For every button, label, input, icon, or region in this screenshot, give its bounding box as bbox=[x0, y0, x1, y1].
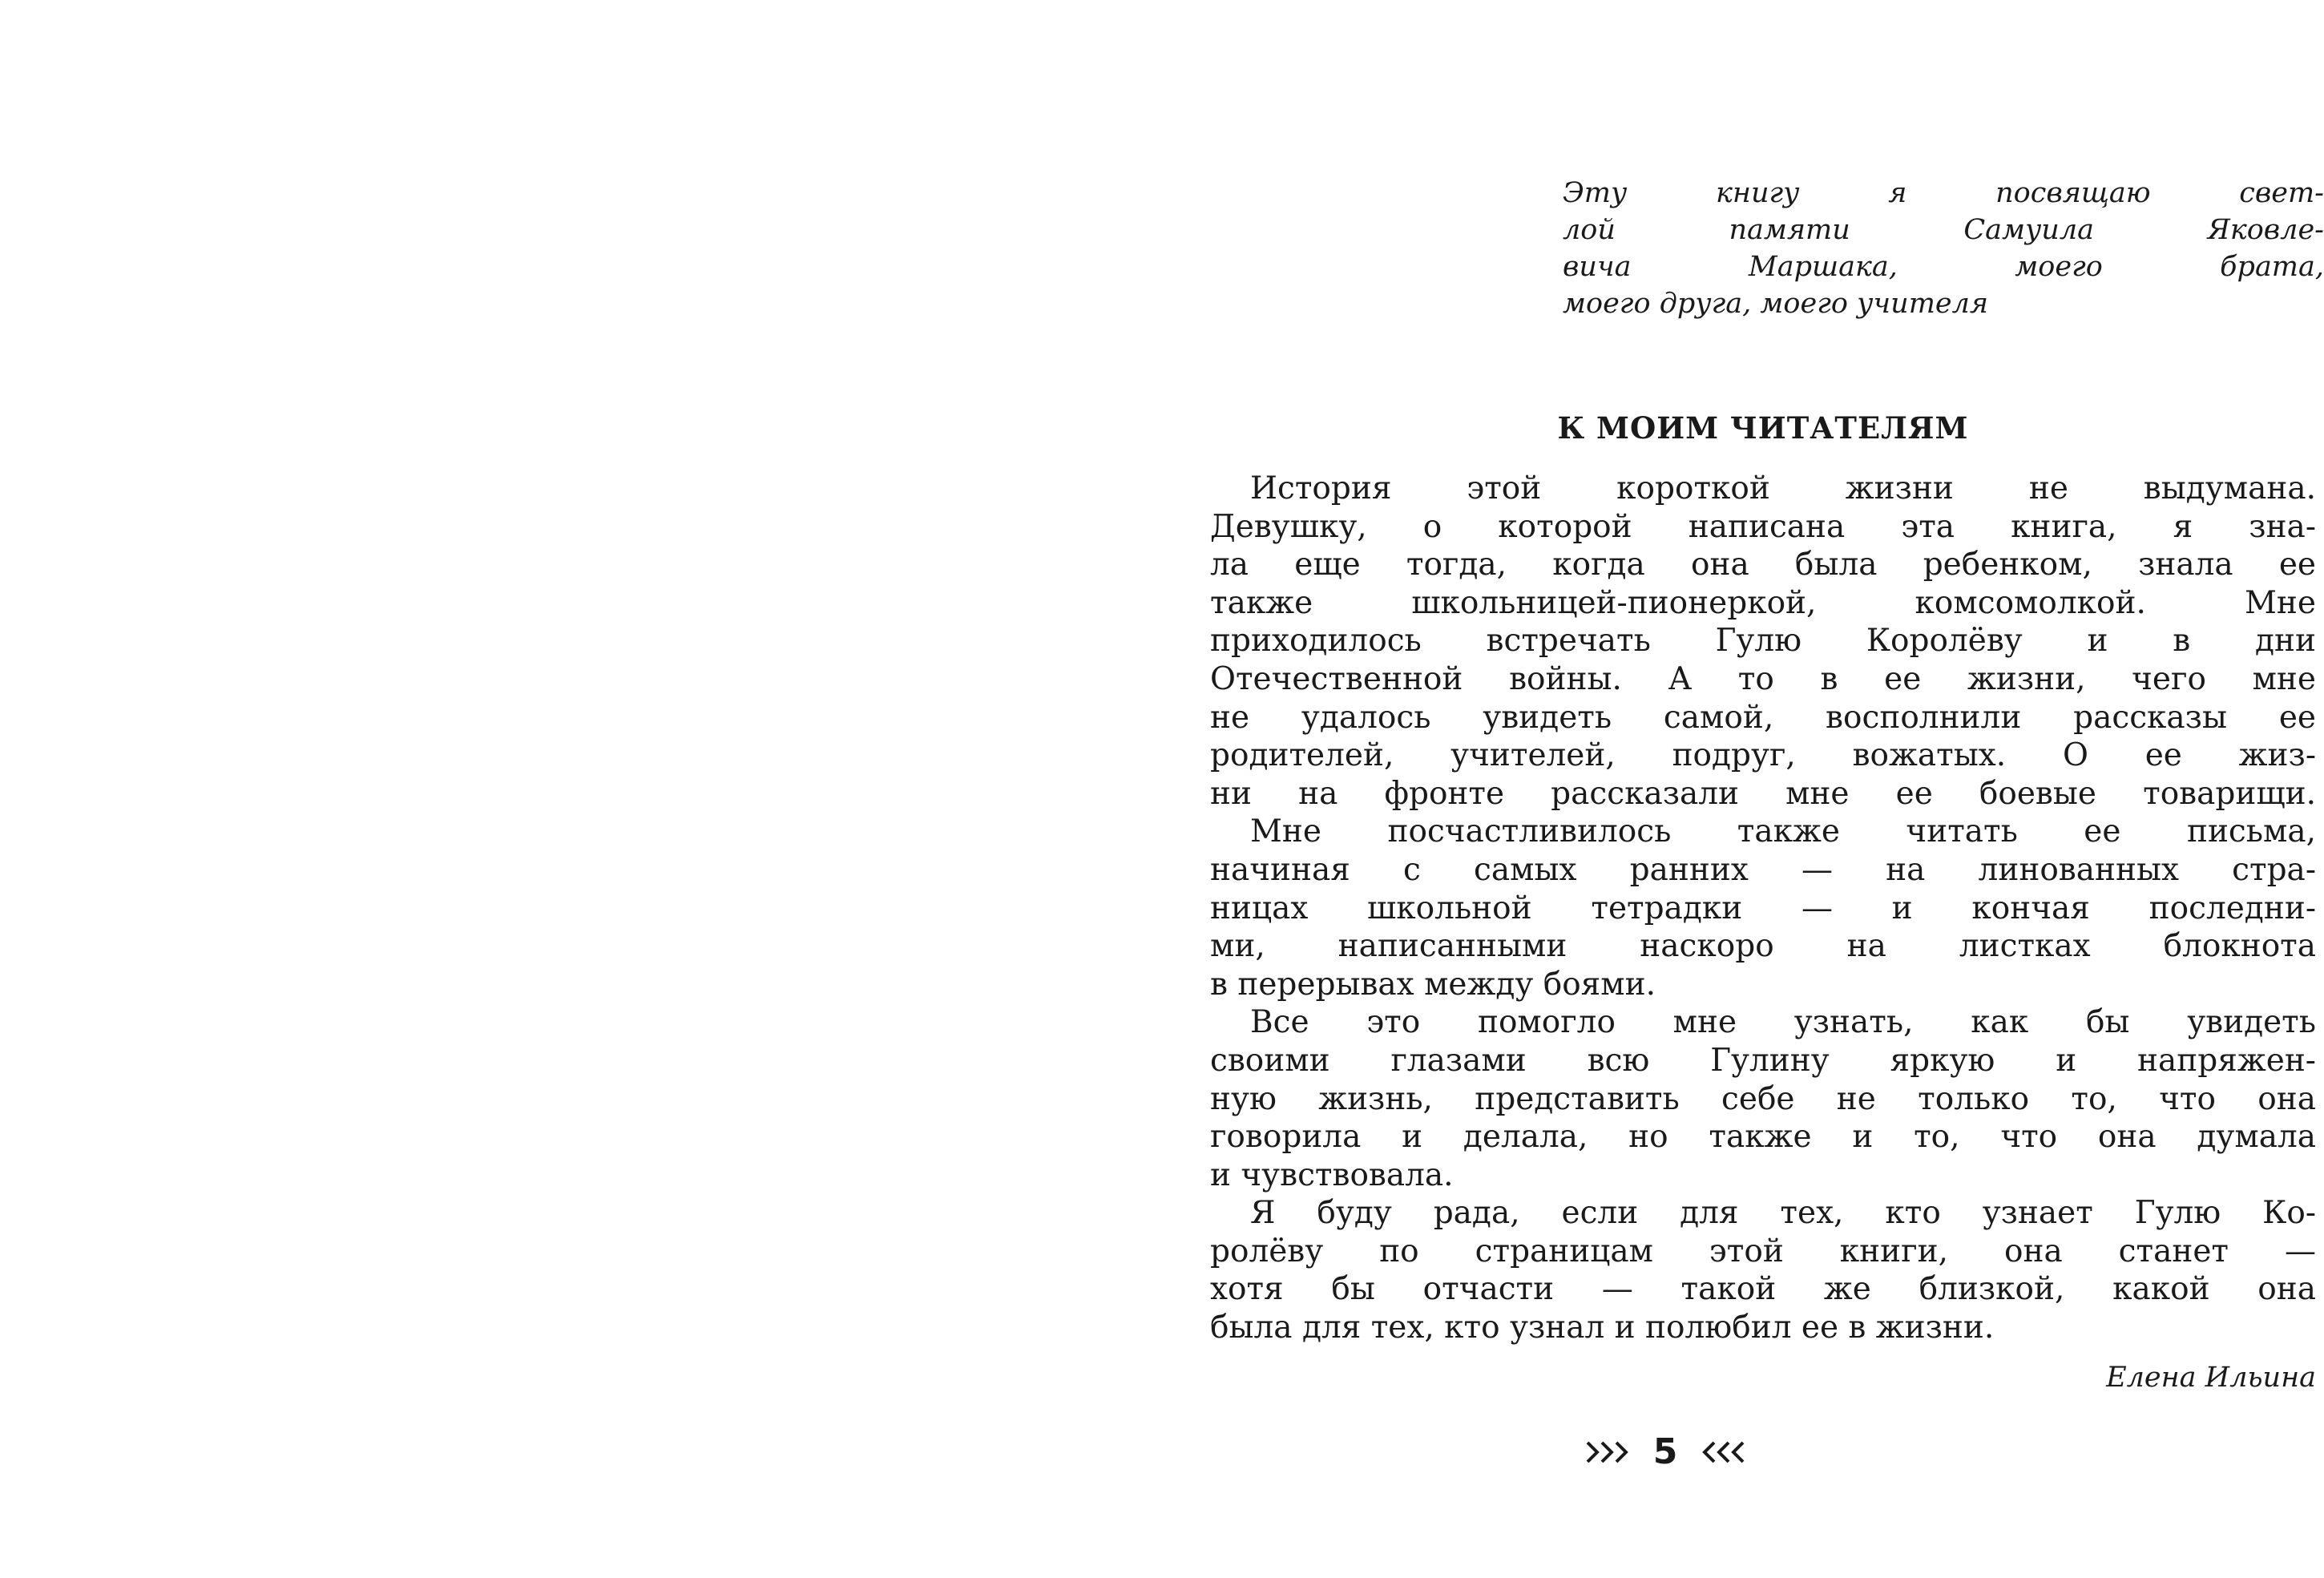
body-line: История этой короткой жизни не выдумана. bbox=[1250, 470, 2316, 506]
body-line: родителей, учителей, подруг, вожатых. О ее жиз- bbox=[1210, 737, 2316, 774]
page-folio bbox=[1537, 1428, 1793, 1476]
left-page-blank bbox=[0, 0, 1088, 1578]
body-line: ни на фронте рассказали мне ее боевые товарищи. bbox=[1210, 775, 2316, 812]
body-line: Все это помогло мне узнать, как бы увидеть bbox=[1250, 1004, 2316, 1041]
dedication-line: лой памяти Самуила Яковле- bbox=[1563, 214, 2324, 246]
dedication-line: вича Маршака, моего брата, bbox=[1563, 251, 2324, 283]
body-line: своими глазами всю Гулину яркую и напряжен- bbox=[1210, 1042, 2316, 1079]
body-line: начиная с самых ранних — на линованных стра- bbox=[1210, 851, 2316, 888]
body-line: в перерывах между боями. bbox=[1210, 966, 1656, 1003]
page-number: 5 bbox=[1652, 1431, 1678, 1472]
triple-chevron-left-icon bbox=[1695, 1439, 1745, 1466]
author-signature: Елена Ильина bbox=[2106, 1362, 2316, 1394]
body-line: Мне посчастливилось также читать ее письма, bbox=[1250, 813, 2316, 850]
dedication-line: моего друга, моего учителя bbox=[1563, 288, 1989, 320]
dedication-line: Эту книгу я посвящаю свет- bbox=[1563, 177, 2324, 209]
body-line: ницах школьной тетрадки — и кончая последни- bbox=[1210, 890, 2316, 926]
body-line: Я буду рада, если для тех, кто узнает Гулю Ко- bbox=[1250, 1195, 2316, 1232]
body-line: не удалось увидеть самой, восполнили рассказы ее bbox=[1210, 699, 2316, 736]
body-line: ми, написанными наскоро на листках блокнота bbox=[1210, 928, 2316, 965]
body-text bbox=[1210, 470, 2316, 1347]
body-line: Отечественной войны. А то в ее жизни, чего мне bbox=[1210, 660, 2316, 697]
triple-chevron-right-icon bbox=[1586, 1439, 1636, 1466]
body-line: Девушку, о которой написана эта книга, я зна- bbox=[1210, 508, 2316, 545]
body-line: говорила и делала, но также и то, что она думала bbox=[1210, 1119, 2316, 1156]
body-line: была для тех, кто узнал и полюбил ее в жизни. bbox=[1210, 1310, 1995, 1346]
body-line: и чувствовала. bbox=[1210, 1156, 1454, 1193]
body-line: ролёву по страницам этой книги, она станет — bbox=[1210, 1233, 2316, 1269]
body-line: ную жизнь, представить себе не только то, что она bbox=[1210, 1080, 2316, 1117]
body-line: хотя бы отчасти — такой же близкой, какой она bbox=[1210, 1271, 2316, 1308]
dedication-epigraph bbox=[1563, 175, 2324, 322]
body-line: также школьницей-пионеркой, комсомолкой. Мне bbox=[1210, 584, 2316, 621]
right-page bbox=[1088, 0, 2324, 1578]
section-title: К МОИМ ЧИТАТЕЛЯМ bbox=[1557, 410, 1969, 446]
body-line: ла еще тогда, когда она была ребенком, знала ее bbox=[1210, 547, 2316, 583]
body-line: приходилось встречать Гулю Королёву и в дни bbox=[1210, 623, 2316, 660]
